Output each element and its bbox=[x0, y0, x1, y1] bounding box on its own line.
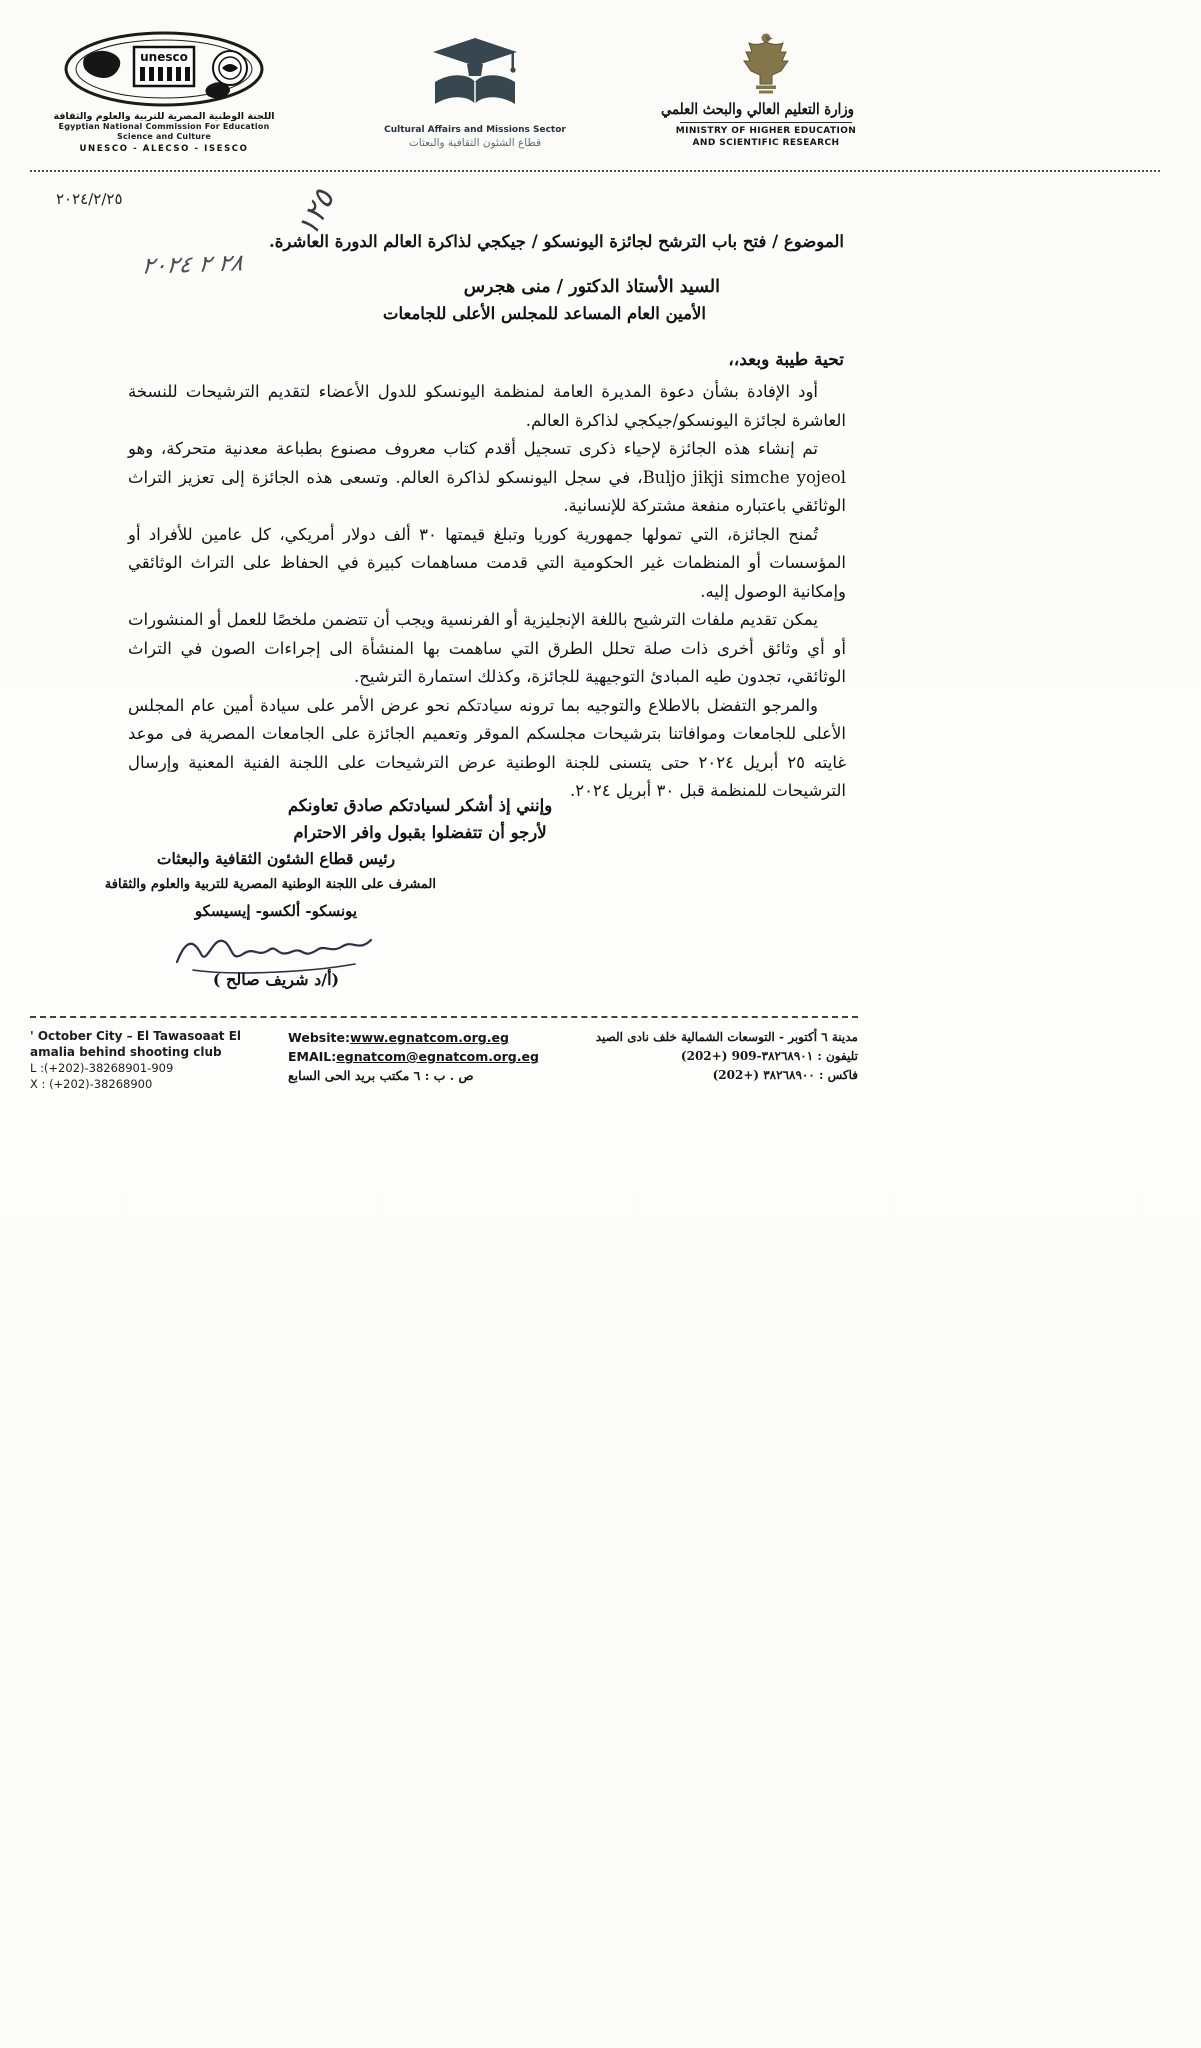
ministry-logo bbox=[661, 30, 866, 149]
ministry-english-line2: AND SCIENTIFIC RESEARCH bbox=[692, 137, 840, 148]
footer-separator bbox=[30, 1016, 858, 1018]
signature-block bbox=[104, 846, 436, 989]
header-separator bbox=[30, 170, 1160, 172]
body-paragraph-1: أود الإفادة بشأن دعوة المديرة العامة لمنظمة اليونسكو للدول الأعضاء لتقديم الترشيحات للنسخة العاشرة لجائزة اليونسكو/جيكجي لذاكرة العالم. bbox=[128, 382, 846, 430]
addressee-block bbox=[383, 274, 720, 327]
ministry-divider bbox=[680, 122, 852, 123]
commission-arabic-title: اللجنة الوطنية المصرية للتربية والعلوم والثقافة bbox=[53, 111, 275, 122]
addressee-name: السيد الأستاذ الدكتور / منى هجرس bbox=[463, 277, 720, 297]
handwritten-number: ١٢٥ bbox=[289, 184, 341, 242]
footer-en-line1: ' October City – El Tawasoaat El bbox=[30, 1029, 242, 1043]
signature-title-2: المشرف على اللجنة الوطنية المصرية للتربية والعلوم والثقافة bbox=[104, 877, 436, 892]
email-address: egnatcom@egnatcom.org.eg bbox=[336, 1049, 539, 1064]
addressee-title: الأمين العام المساعد للمجلس الأعلى للجامعات bbox=[382, 304, 706, 323]
footer-contact-web bbox=[288, 1028, 553, 1085]
closing-line-1: وإنني إذ أشكر لسيادتكم صادق تعاونكم bbox=[287, 796, 553, 815]
footer-en-fax: X : (+202)-38268900 bbox=[30, 1077, 153, 1091]
unesco-commission-logo bbox=[44, 30, 284, 154]
signature-title-3: يونسكو- ألكسو- إيسيسكو bbox=[194, 902, 358, 920]
body-paragraph-4: يمكن تقديم ملفات الترشيح باللغة الإنجليزية أو الفرنسية ويجب أن تتضمن ملخصًا للعمل أو المنشورات أو أي وثائق أخرى ذات صلة تحلل الطرق التي ساهمت بها المنشأة الى إجراءات الصون في التراث الوثائقي، تجدون طيه المبادئ التوجيهية للجائزة، وكذلك استمارة الترشيح. bbox=[128, 610, 846, 686]
commission-orgs-line: UNESCO - ALECSO - ISESCO bbox=[79, 144, 249, 154]
body-paragraph-5: والمرجو التفضل بالاطلاع والتوجيه بما ترونه سيادتكم نحو عرض الأمر على سيادة أمين عام المجلس الأعلى للجامعات وموافاتنا بترشيحات مجلسكم الموقر وتعميم الجائزة على الجامعات المصرية فى موعد غايته ٢٥ أبريل ٢٠٢٤ حتى يتسنى للجنة الوطنية عرض الترشيحات على اللجنة الفنية المعنية وإرسال الترشيحات للمنظمة قبل ٣٠ أبريل ٢٠٢٤. bbox=[128, 695, 846, 800]
commission-english-line1: Egyptian National Commission For Education bbox=[58, 122, 270, 131]
cultural-affairs-arabic: قطاع الشئون الثقافية والبعثات bbox=[408, 137, 542, 149]
ministry-arabic-calligraphy: وزارة التعليم العالي والبحث العلمي bbox=[661, 100, 854, 118]
unesco-globe-emblem bbox=[62, 30, 267, 108]
body-paragraph-3: تُمنح الجائزة، التي تمولها جمهورية كوريا وتبلغ قيمتها ٣٠ ألف دولار أمريكي، كل عامين للأفراد أو المؤسسات أو المنظمات غير الحكومية التي قدمت مساهمات كبيرة في الحفاظ على التراث الوثائقي وإمكانية الوصول إليه. bbox=[128, 524, 846, 601]
website-url: www.egnatcom.org.eg bbox=[349, 1030, 509, 1045]
ministry-english-line1: MINISTRY OF HIGHER EDUCATION bbox=[675, 126, 857, 136]
letter-date: ٢٠٢٤/٢/٢٥ bbox=[56, 190, 123, 208]
handwritten-date-note: ٢٨ ٢ ٢٠٢٤ bbox=[140, 250, 245, 280]
body-paragraph-2: تم إنشاء هذه الجائزة لإحياء ذكرى تسجيل أقدم كتاب معروف مصنوع بطباعة معدنية متحركة، وهو Buljo jikji simche yojeol، في سجل اليونسكو لذاكرة العالم. وتسعى هذه الجائزة إلى تعزيز التراث الوثائقي باعتباره منفعة مشتركة للإنسانية. bbox=[128, 439, 846, 515]
signatory-name: (أ/د شريف صالح ) bbox=[212, 970, 340, 989]
footer bbox=[30, 1016, 858, 1092]
footer-en-line2: amalia behind shooting club bbox=[30, 1045, 222, 1059]
closing-line-2: لأرجو أن تتفضلوا بقبول وافر الاحترام bbox=[293, 823, 547, 842]
commission-english-line2: Science and Culture bbox=[117, 132, 211, 141]
greeting-line: تحية طيبة وبعد،، bbox=[728, 350, 844, 370]
footer-address-english bbox=[30, 1028, 275, 1092]
footer-ar-fax: فاكس : ٣٨٢٦٨٩٠٠ (+202) bbox=[712, 1068, 858, 1082]
egypt-eagle-emblem-icon bbox=[737, 30, 795, 96]
cultural-affairs-english: Cultural Affairs and Missions Sector bbox=[384, 125, 566, 135]
letterhead bbox=[44, 30, 866, 154]
cultural-affairs-logo bbox=[380, 30, 570, 149]
website-label: Website: bbox=[288, 1030, 350, 1045]
footer-ar-address: مدينة ٦ أكتوبر - التوسعات الشمالية خلف نادى الصيد bbox=[595, 1030, 858, 1044]
footer-address-arabic bbox=[566, 1028, 858, 1085]
signature-title-1: رئيس قطاع الشئون الثقافية والبعثات bbox=[156, 849, 396, 868]
pobox-line: ص . ب : ٦ مكتب بريد الحى السابع bbox=[288, 1068, 474, 1083]
footer-en-phone: L :(+202)-38268901-909 bbox=[30, 1061, 174, 1075]
closing-block bbox=[150, 792, 690, 846]
graduation-book-emblem-icon bbox=[425, 34, 525, 120]
unesco-wordmark: unesco bbox=[139, 50, 188, 64]
email-label: EMAIL: bbox=[288, 1049, 337, 1064]
subject-line: الموضوع / فتح باب الترشح لجائزة اليونسكو / جيكجي لذاكرة العالم الدورة العاشرة. bbox=[269, 232, 844, 251]
footer-ar-phone: تليفون : ٣٨٢٦٨٩٠١-909 (+202) bbox=[680, 1049, 858, 1063]
letter-body bbox=[128, 378, 846, 806]
